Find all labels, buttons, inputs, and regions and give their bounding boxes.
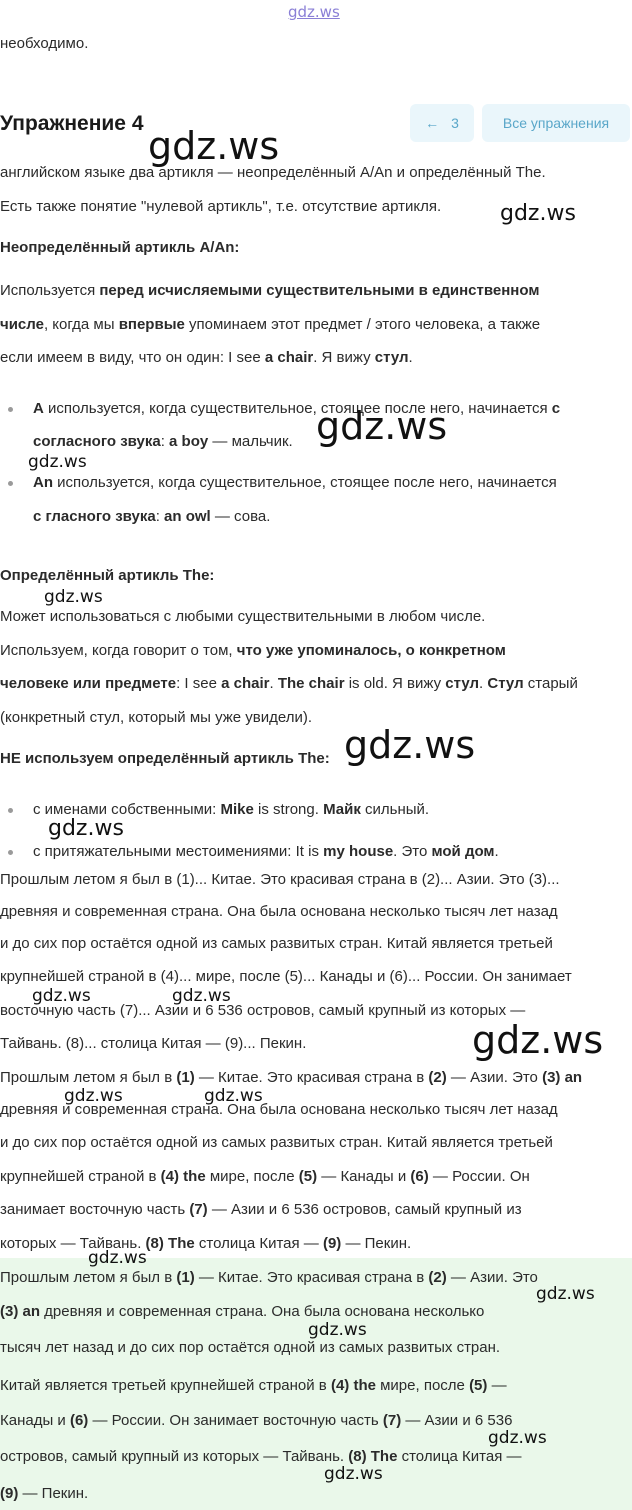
watermark: gdz.ws [64, 1086, 123, 1106]
arrow-left-icon: ← [425, 115, 440, 131]
filled-line-2: древняя и современная страна. Она была основана несколько тысяч лет назад [0, 1101, 558, 1118]
definite-line-3: человеке или предмете: I see a chair. The chair is old. Я вижу стул. Стул старый [0, 675, 578, 692]
task-line-6: Тайвань. (8)... столица Китая — (9)... Пекин. [0, 1035, 307, 1052]
indefinite-paragraph-line-2: числе, когда мы впервые упоминаем этот предмет / этого человека, а также [0, 316, 541, 333]
filled-line-4: крупнейшей страной в (4) the мире, после (5) — Канады и (6) — России. Он [0, 1168, 530, 1185]
bullet-icon [8, 481, 13, 486]
bullet-icon [8, 808, 13, 813]
answer-line-3: тысяч лет назад и до сих пор остаётся одной из самых развитых стран. [0, 1339, 501, 1356]
filled-line-3: и до сих пор остаётся одной из самых развитых стран. Китай является третьей [0, 1134, 553, 1151]
task-line-2: древняя и современная страна. Она была основана несколько тысяч лет назад [0, 903, 558, 920]
watermark: gdz.ws [148, 124, 280, 168]
task-line-3: и до сих пор остаётся одной из самых развитых стран. Китай является третьей [0, 935, 553, 952]
task-line-1: Прошлым летом я был в (1)... Китае. Это красивая страна в (2)... Азии. Это (3)... [0, 871, 560, 888]
definite-line-1: Может использоваться с любыми существительными в любом числе. [0, 608, 486, 625]
bullet-a-line-2: согласного звука: a boy — мальчик. [33, 433, 293, 450]
watermark: gdz.ws [324, 1464, 383, 1484]
watermark: gdz.ws [536, 1284, 595, 1304]
bullet-an-line-2: с гласного звука: an owl — сова. [33, 508, 271, 525]
watermark: gdz.ws [316, 404, 448, 448]
not-used-heading: НЕ используем определённый артикль The: [0, 750, 330, 767]
watermark: gdz.ws [172, 986, 231, 1006]
filled-line-5: занимает восточную часть (7) — Азии и 6 536 островов, самый крупный из [0, 1201, 522, 1218]
answer-line-7: (9) — Пекин. [0, 1485, 89, 1502]
definite-heading: Определённый артикль The: [0, 567, 215, 584]
theory-line-1: английском языке два артикля — неопределённый A/An и определённый The. [0, 164, 546, 181]
bullet-proper-names: с именами собственными: Mike is strong. Майк сильный. [33, 801, 430, 818]
bullet-possessive: с притяжательными местоимениями: It is my house. Это мой дом. [33, 843, 499, 860]
answer-line-6: островов, самый крупный из которых — Тайвань. (8) The столица Китая — [0, 1448, 522, 1465]
bullet-an-line-1: An используется, когда существительное, стоящее после него, начинается [33, 474, 557, 491]
watermark: gdz.ws [488, 1428, 547, 1448]
definite-line-4: (конкретный стул, который мы уже увидели). [0, 709, 313, 726]
all-exercises-button[interactable] [482, 104, 630, 142]
indefinite-heading: Неопределённый артикль A/An: [0, 239, 240, 256]
theory-line-2: Есть также понятие "нулевой артикль", т.е. отсутствие артикля. [0, 198, 442, 215]
answer-line-1: Прошлым летом я был в (1) — Китае. Это красивая страна в (2) — Азии. Это [0, 1269, 538, 1286]
watermark: gdz.ws [44, 587, 103, 607]
watermark: gdz.ws [344, 723, 476, 767]
definite-line-2: Используем, когда говорит о том, что уже упоминалось, о конкретном [0, 642, 506, 659]
bullet-icon [8, 850, 13, 855]
watermark: gdz.ws [472, 1018, 604, 1062]
exercise-title: Упражнение 4 [0, 112, 144, 135]
answer-line-2: (3) an древняя и современная страна. Она была основана несколько [0, 1303, 485, 1320]
indefinite-paragraph-line-1: Используется перед исчисляемыми существительными в единственном [0, 282, 540, 299]
bullet-a-line-1: A используется, когда существительное, стоящее после него, начинается с [33, 400, 561, 417]
watermark: gdz.ws [500, 201, 576, 226]
answer-line-5: Канады и (6) — России. Он занимает восточную часть (7) — Азии и 6 536 [0, 1412, 513, 1429]
prev-exercise-button[interactable] [410, 104, 474, 142]
bullet-icon [8, 407, 13, 412]
watermark: gdz.ws [32, 986, 91, 1006]
site-link[interactable]: gdz.ws [288, 3, 340, 21]
answer-line-4: Китай является третьей крупнейшей страной в (4) the мире, после (5) — [0, 1377, 507, 1394]
filled-line-6: которых — Тайвань. (8) The столица Китая — (9) — Пекин. [0, 1235, 412, 1252]
watermark: gdz.ws [48, 816, 124, 841]
task-line-4: крупнейшей страной в (4)... мире, после (5)... Канады и (6)... России. Он занимает [0, 968, 572, 985]
prev-exercise-label: 3 [451, 115, 459, 131]
task-line-5: восточную часть (7)... Азии и 6 536 островов, самый крупный из которых — [0, 1002, 526, 1019]
all-exercises-label: Все упражнения [502, 115, 610, 131]
intro-tail: необходимо. [0, 35, 89, 52]
watermark: gdz.ws [28, 452, 87, 472]
filled-line-1: Прошлым летом я был в (1) — Китае. Это красивая страна в (2) — Азии. Это (3) an [0, 1069, 583, 1086]
watermark: gdz.ws [308, 1320, 367, 1340]
indefinite-paragraph-line-3: если имеем в виду, что он один: I see a chair. Я вижу стул. [0, 349, 413, 366]
watermark: gdz.ws [204, 1086, 263, 1106]
watermark: gdz.ws [88, 1248, 147, 1268]
